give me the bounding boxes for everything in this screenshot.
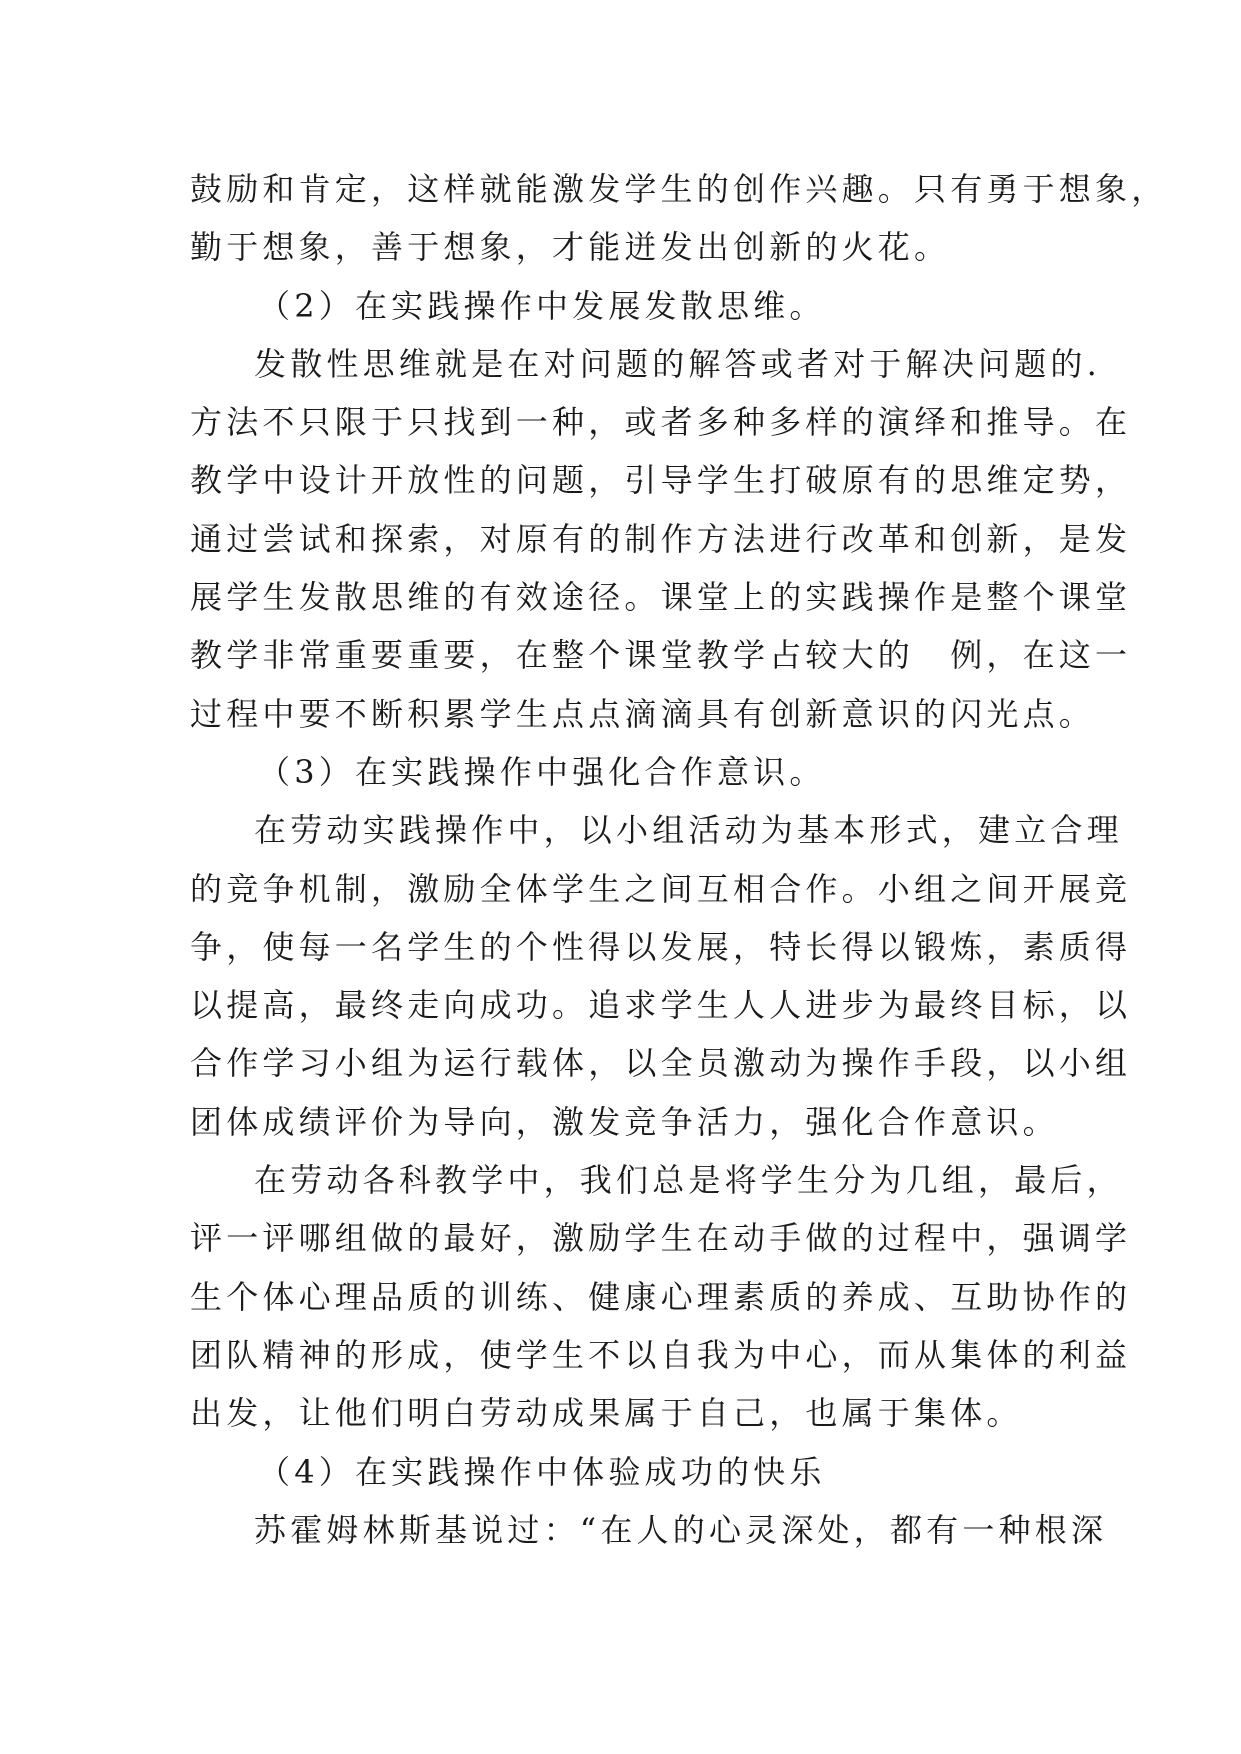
paragraph-first-line: 在劳动各科教学中，我们总是将学生分为几组，最后， [254, 1161, 1123, 1200]
text-line: 展学生发散思维的有效途径。课堂上的实践操作是整个课堂 [190, 578, 1132, 617]
text-line: 勤于想象，善于想象，才能迸发出创新的火花。 [190, 228, 951, 267]
section-heading: （4）在实践操作中体验成功的快乐 [258, 1452, 826, 1491]
text-line: 争，使每一名学生的个性得以发展，特长得以锻炼，素质得 [190, 927, 1132, 966]
paragraph-first-line: 苏霍姆林斯基说过：“在人的心灵深处，都有一种根深 [254, 1510, 1108, 1549]
text-line: 方法不只限于只找到一种，或者多种多样的演绎和推导。在 [190, 403, 1132, 442]
text-line: 团体成绩评价为导向，激发竞争活力，强化合作意识。 [190, 1102, 1059, 1141]
section-heading: （2）在实践操作中发展发散思维。 [258, 286, 826, 325]
text-line: 合作学习小组为运行载体，以全员激动为操作手段，以小组 [190, 1044, 1132, 1083]
text-line: 教学非常重要重要，在整个课堂教学占较大的 例，在这一 [190, 636, 1132, 675]
section-heading: （3）在实践操作中强化合作意识。 [258, 752, 826, 791]
text-line: 以提高，最终走向成功。追求学生人人进步为最终目标，以 [190, 986, 1132, 1025]
text-line: 生个体心理品质的训练、健康心理素质的养成、互助协作的 [190, 1277, 1132, 1316]
text-line: 教学中设计开放性的问题，引导学生打破原有的思维定势， [190, 461, 1132, 500]
text-column [190, 160, 1168, 1559]
text-line: 鼓励和肯定，这样就能激发学生的创作兴趣。只有勇于想象， [190, 170, 1168, 208]
text-line: 的竞争机制，激励全体学生之间互相合作。小组之间开展竞 [190, 869, 1132, 908]
text-line: 通过尝试和探索，对原有的制作方法进行改革和创新，是发 [190, 519, 1132, 558]
text-line: 出发，让他们明白劳动成果属于自己，也属于集体。 [190, 1394, 1023, 1433]
paragraph-first-line: 发散性思维就是在对问题的解答或者对于解决问题的. [254, 344, 1101, 383]
paragraph-first-line: 在劳动实践操作中，以小组活动为基本形式，建立合理 [254, 811, 1123, 850]
text-line: 评一评哪组做的最好，激励学生在动手做的过程中，强调学 [190, 1219, 1132, 1258]
text-line: 团队精神的形成，使学生不以自我为中心，而从集体的利益 [190, 1335, 1132, 1374]
text-line: 过程中要不断积累学生点点滴滴具有创新意识的闪光点。 [190, 694, 1096, 733]
